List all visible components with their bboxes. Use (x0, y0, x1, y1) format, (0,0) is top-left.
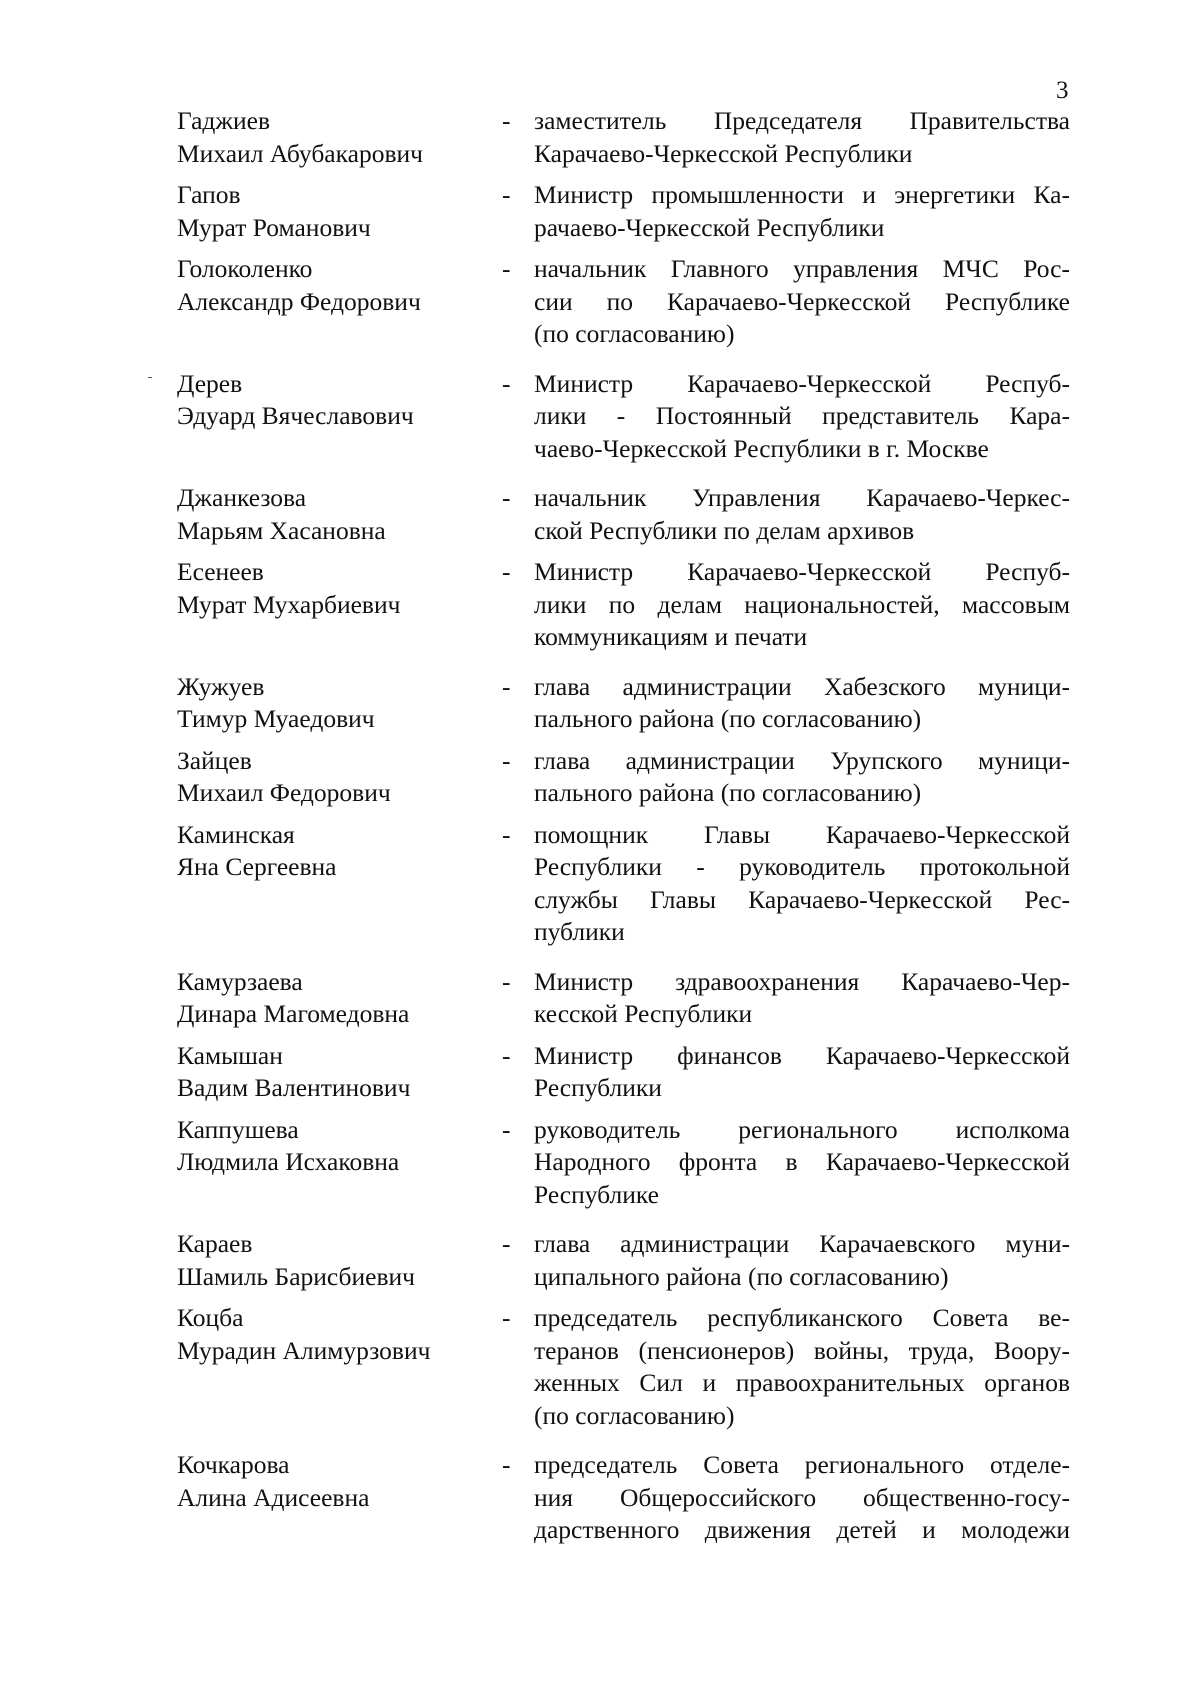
member-entry (0, 179, 1200, 244)
member-entry (0, 745, 1200, 810)
position-line: председатель республиканского Совета ве- (534, 1303, 1070, 1332)
member-surname: Каппушева (177, 1114, 299, 1144)
member-given-names: Марьям Хасановна (177, 515, 386, 545)
member-surname: Камышан (177, 1040, 283, 1070)
member-name (177, 105, 477, 170)
dash-separator: - (502, 254, 511, 283)
member-entry (0, 556, 1200, 654)
position-line: Министр промышленности и энергетики Ка- (534, 180, 1070, 209)
member-position (534, 179, 1070, 244)
member-position (534, 556, 1070, 654)
position-line: лики - Постоянный представитель Кара- (534, 401, 1070, 430)
member-position (534, 1040, 1070, 1105)
position-line: сии по Карачаево-Черкесской Республике (534, 286, 1070, 316)
member-given-names: Александр Федорович (177, 286, 421, 316)
position-line: пального района (по согласованию) (534, 778, 922, 807)
position-line: службы Главы Карачаево-Черкесской Рес- (534, 884, 1070, 914)
member-name (177, 1228, 477, 1293)
member-entry (0, 482, 1200, 547)
member-position (534, 105, 1070, 170)
position-line: Народного фронта в Карачаево-Черкесской (534, 1147, 1070, 1176)
member-surname: Жужуев (177, 671, 265, 701)
dash-separator: - (502, 483, 511, 512)
member-given-names: Динара Магомедовна (177, 999, 410, 1028)
member-entry (0, 368, 1200, 466)
member-given-names: Мурат Мухарбиевич (177, 589, 401, 619)
member-surname: Голоколенко (177, 254, 313, 283)
member-surname: Коцба (177, 1303, 244, 1332)
position-line: Министр Карачаево-Черкесской Респуб- (534, 368, 1070, 398)
member-given-names: Михаил Абубакарович (177, 138, 423, 168)
dash-separator: - (502, 1040, 511, 1070)
position-line: лики по делам национальностей, массовым (534, 589, 1070, 619)
position-line: Министр здравоохранения Карачаево-Чер- (534, 966, 1070, 996)
member-name (177, 1040, 477, 1105)
position-line: Республики - руководитель протокольной (534, 852, 1070, 881)
member-position (534, 368, 1070, 466)
member-name (177, 482, 477, 547)
member-name (177, 556, 477, 621)
position-line: дарственного движения детей и молодежи (534, 1515, 1070, 1544)
member-name (177, 179, 477, 244)
member-name (177, 819, 477, 884)
member-surname: Джанкезова (177, 483, 307, 512)
member-given-names: Яна Сергеевна (177, 852, 337, 881)
position-line: глава администрации Урупского муници- (534, 745, 1070, 775)
position-line: заместитель Председателя Правительства (534, 106, 1070, 135)
member-position (534, 1449, 1070, 1547)
member-entry (0, 1114, 1200, 1212)
position-line: глава администрации Карачаевского муни- (534, 1229, 1070, 1258)
dash-separator: - (502, 1114, 511, 1144)
member-entry (0, 966, 1200, 1031)
position-line: коммуникациям и печати (534, 622, 808, 651)
member-given-names: Вадим Валентинович (177, 1073, 411, 1102)
position-line: кесской Республики (534, 999, 753, 1028)
member-name (177, 966, 477, 1031)
position-line: теранов (пенсионеров) войны, труда, Воору- (534, 1335, 1070, 1365)
position-line: (по согласованию) (534, 1400, 735, 1430)
dash-separator: - (502, 180, 511, 209)
member-given-names: Эдуард Вячеславович (177, 401, 414, 430)
position-line: рачаево-Черкесской Республики (534, 212, 885, 242)
member-given-names: Людмила Исхаковна (177, 1147, 400, 1176)
member-surname: Кочкарова (177, 1450, 290, 1479)
member-position (534, 966, 1070, 1031)
member-position (534, 1114, 1070, 1212)
member-surname: Есенеев (177, 557, 264, 586)
position-line: ской Республики по делам архивов (534, 515, 915, 545)
dash-separator: - (502, 368, 511, 398)
member-surname: Гапов (177, 180, 241, 209)
position-line: помощник Главы Карачаево-Черкесской (534, 819, 1070, 849)
position-line: публики (534, 917, 625, 946)
dash-separator: - (502, 1229, 511, 1258)
dash-separator: - (502, 671, 511, 701)
member-entry (0, 253, 1200, 351)
member-entry (0, 1228, 1200, 1293)
member-surname: Зайцев (177, 745, 252, 775)
member-given-names: Мурадин Алимурзович (177, 1335, 431, 1365)
member-entry (0, 105, 1200, 170)
dash-separator: - (502, 557, 511, 586)
dash-separator: - (502, 1450, 511, 1479)
member-entry (0, 819, 1200, 949)
member-name (177, 1114, 477, 1179)
member-position (534, 819, 1070, 949)
member-entry (0, 1449, 1200, 1547)
member-surname: Каминская (177, 819, 295, 849)
member-surname: Дерев (177, 368, 243, 398)
member-name (177, 745, 477, 810)
member-position (534, 1302, 1070, 1432)
member-given-names: Алина Адисеевна (177, 1482, 370, 1512)
member-surname: Гаджиев (177, 106, 271, 135)
position-line: начальник Главного управления МЧС Рос- (534, 254, 1070, 283)
position-line: Карачаево-Черкесской Республики (534, 138, 913, 168)
position-line: пального района (по согласованию) (534, 704, 922, 733)
member-name (177, 1449, 477, 1514)
position-line: глава администрации Хабезского муници- (534, 671, 1070, 701)
member-given-names: Михаил Федорович (177, 778, 391, 807)
member-entry (0, 671, 1200, 736)
position-line: (по согласованию) (534, 319, 735, 348)
position-line: женных Сил и правоохранительных органов (534, 1368, 1070, 1397)
dash-separator: - (502, 1303, 511, 1332)
position-line: чаево-Черкесской Республики в г. Москве (534, 433, 989, 463)
member-position (534, 253, 1070, 351)
dash-separator: - (502, 819, 511, 849)
page-number: 3 (1056, 77, 1069, 104)
dash-separator: - (502, 106, 511, 135)
member-name (177, 1302, 477, 1367)
position-line: руководитель регионального исполкома (534, 1114, 1070, 1144)
member-name (177, 368, 477, 433)
member-surname: Камурзаева (177, 966, 303, 996)
position-line: ния Общероссийского общественно-госу- (534, 1482, 1070, 1512)
position-line: Республике (534, 1179, 659, 1209)
member-name (177, 253, 477, 318)
position-line: Республики (534, 1073, 662, 1102)
member-entry (0, 1302, 1200, 1432)
member-list (0, 105, 1200, 1547)
member-name (177, 671, 477, 736)
member-position (534, 482, 1070, 547)
member-given-names: Тимур Муаедович (177, 704, 375, 733)
member-position (534, 1228, 1070, 1293)
position-line: ципального района (по согласованию) (534, 1261, 949, 1291)
position-line: председатель Совета регионального отделе- (534, 1450, 1070, 1479)
member-surname: Караев (177, 1229, 253, 1258)
dash-separator: - (502, 745, 511, 775)
member-position (534, 745, 1070, 810)
dash-separator: - (502, 966, 511, 996)
member-given-names: Мурат Романович (177, 212, 371, 242)
member-given-names: Шамиль Барисбиевич (177, 1261, 415, 1291)
member-position (534, 671, 1070, 736)
position-line: Министр финансов Карачаево-Черкесской (534, 1040, 1070, 1070)
member-entry (0, 1040, 1200, 1105)
position-line: Министр Карачаево-Черкесской Респуб- (534, 557, 1070, 586)
position-line: начальник Управления Карачаево-Черкес- (534, 483, 1070, 512)
